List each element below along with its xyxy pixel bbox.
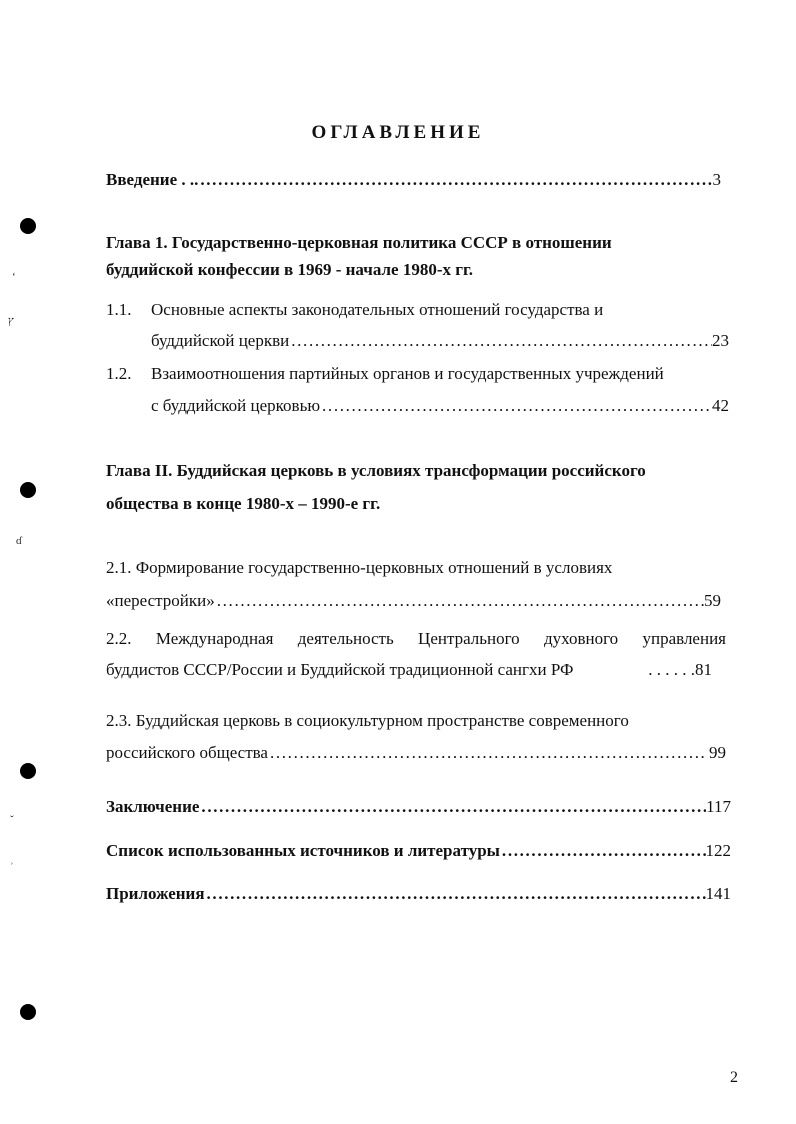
scan-speck: ˇ bbox=[10, 814, 14, 826]
scan-speck: ‘ bbox=[12, 271, 16, 283]
dot-leader bbox=[198, 170, 712, 190]
toc-page-number: 42 bbox=[712, 396, 729, 415]
section-number: 1.1. bbox=[106, 300, 132, 319]
toc-page-number: 117 bbox=[706, 797, 731, 816]
scan-speck: ʾ bbox=[10, 861, 14, 873]
toc-page-number: 59 bbox=[704, 591, 721, 610]
section-1-1-line1: Основные аспекты законодательных отношений государства и bbox=[151, 300, 604, 319]
chapter-2-heading-line2: общества в конце 1980-х – 1990-е гг. bbox=[106, 494, 381, 513]
dot-leader bbox=[500, 841, 706, 861]
dot-leader bbox=[289, 331, 712, 351]
toc-entry-2-3 bbox=[106, 743, 726, 763]
toc-entry-appendix bbox=[106, 884, 731, 904]
chapter-1-heading-line1: Глава 1. Государственно-церковная политика СССР в отношении bbox=[106, 233, 612, 252]
toc-page-number: 3 bbox=[712, 170, 721, 189]
toc-entry-label: Введение . .. bbox=[106, 170, 199, 189]
page-number: 2 bbox=[730, 1069, 738, 1086]
toc-entry-label: буддистов СССР/России и Буддийской традиционной сангхи РФ bbox=[106, 660, 574, 679]
binding-hole bbox=[20, 763, 36, 779]
binding-hole bbox=[20, 482, 36, 498]
toc-entry-label: российского общества bbox=[106, 743, 268, 762]
scan-speck: ץ bbox=[8, 315, 14, 327]
toc-entry-label: Заключение bbox=[106, 797, 200, 816]
binding-hole bbox=[20, 218, 36, 234]
chapter-2-heading-line1: Глава II. Буддийская церковь в условиях трансформации российского bbox=[106, 461, 646, 480]
section-2-1-line1: 2.1. Формирование государственно-церковных отношений в условиях bbox=[106, 558, 613, 577]
section-2-2-line1: 2.2. Международная деятельность Центрального духовного управления bbox=[106, 629, 726, 648]
section-1-2-line1: Взаимоотношения партийных органов и государственных учреждений bbox=[151, 364, 664, 383]
dot-leader bbox=[199, 797, 706, 817]
dot-leader bbox=[268, 743, 701, 763]
page-title: ОГЛАВЛЕНИЕ bbox=[311, 122, 485, 143]
toc-entry-label: буддийской церкви bbox=[151, 331, 290, 350]
toc-entry-1-2 bbox=[151, 396, 729, 416]
toc-entry-conclusion bbox=[106, 797, 731, 817]
scan-speck: ɗ bbox=[16, 535, 22, 547]
toc-entry-2-1 bbox=[106, 591, 721, 611]
dot-leader bbox=[215, 591, 704, 611]
toc-entry-sources bbox=[106, 841, 731, 861]
toc-entry-label: Список использованных источников и литературы bbox=[106, 841, 500, 860]
chapter-1-heading-line2: буддийской конфессии в 1969 - начале 1980-х гг. bbox=[106, 260, 474, 279]
toc-page-number: . 99 bbox=[700, 743, 726, 762]
toc-page-number: 141 bbox=[705, 884, 731, 903]
section-number: 1.2. bbox=[106, 364, 132, 383]
toc-entry-label: Приложения bbox=[106, 884, 205, 903]
toc-entry-label: «перестройки» bbox=[106, 591, 215, 610]
dot-leader bbox=[320, 396, 712, 416]
toc-entry-1-1 bbox=[151, 331, 729, 351]
toc-page-number: 122 bbox=[705, 841, 731, 860]
toc-page-number: 23 bbox=[712, 331, 729, 350]
toc-page-number: . . . . . .81 bbox=[648, 660, 712, 679]
toc-entry-intro bbox=[106, 170, 721, 190]
binding-hole bbox=[20, 1004, 36, 1020]
dot-leader bbox=[205, 884, 706, 904]
section-2-3-line1: 2.3. Буддийская церковь в социокультурном пространстве современного bbox=[106, 711, 629, 730]
toc-entry-2-2 bbox=[106, 660, 712, 680]
toc-entry-label: с буддийской церковью bbox=[151, 396, 321, 415]
